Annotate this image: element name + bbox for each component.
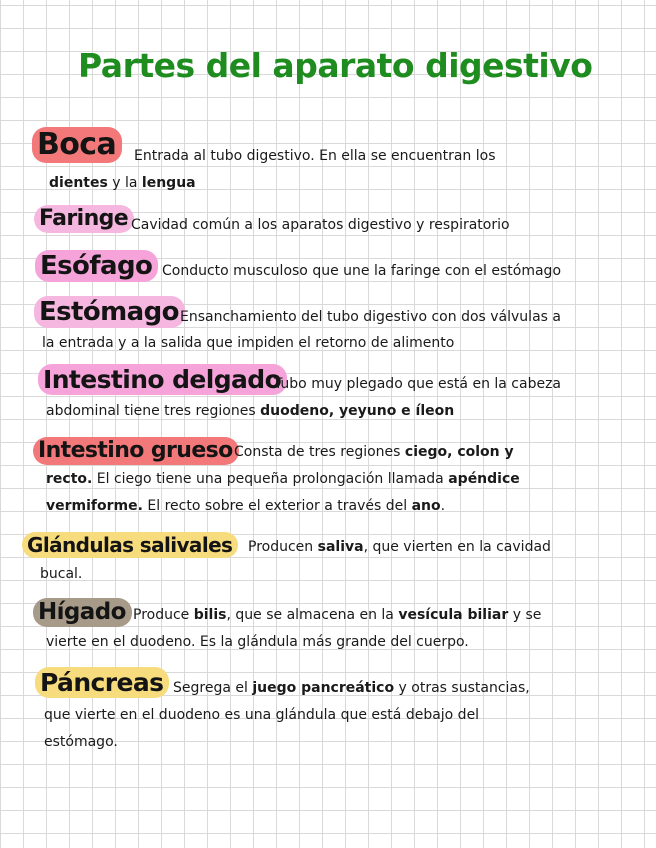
keyword: vesícula biliar [398, 607, 509, 623]
description-text: Produce [133, 607, 194, 623]
description-text: que vierte en el duodeno es una glándula que está debajo del [44, 707, 480, 723]
description-text: y la [107, 175, 142, 191]
organ-heading-intestino-grueso: Intestino grueso [33, 437, 239, 465]
description-pancreas-line1 [173, 675, 530, 702]
description-faringe-line1 [131, 212, 510, 239]
description-text: Conducto musculoso que une la faringe con el estómago [162, 263, 562, 279]
keyword: ano [411, 498, 441, 514]
keyword: lengua [141, 175, 196, 191]
description-glandulas-salivales-line2 [40, 561, 82, 588]
description-text: y se [508, 607, 542, 623]
organ-heading-estomago: Estómago [34, 296, 185, 328]
organ-heading-esofago: Esófago [35, 250, 158, 282]
description-text: Producen [248, 539, 318, 555]
description-esofago-line1 [162, 258, 561, 285]
description-estomago-line2 [42, 330, 454, 357]
description-text: Cavidad común a los aparatos digestivo y respiratorio [131, 217, 510, 233]
description-text: la entrada y a la salida que impiden el retorno de alimento [42, 335, 455, 351]
description-text: Consta de tres regiones [234, 444, 405, 460]
organ-heading-higado: Hígado [33, 598, 132, 627]
keyword: apéndice [448, 471, 520, 487]
description-text: , que vierten en la cavidad [363, 539, 551, 555]
description-text: vierte en el duodeno. Es la glándula más grande del cuerpo. [46, 634, 469, 650]
organ-heading-intestino-delgado: Intestino delgado [38, 364, 287, 395]
organ-heading-pancreas: Páncreas [35, 667, 169, 698]
description-glandulas-salivales-line1 [248, 534, 551, 561]
organ-heading-boca: Boca [32, 127, 122, 163]
description-boca-line1 [134, 143, 495, 170]
description-intestino-grueso-line1 [234, 439, 514, 466]
keyword: juego pancreático [252, 680, 395, 696]
organ-heading-faringe: Faringe [34, 205, 134, 233]
keyword: duodeno, yeyuno e íleon [260, 403, 455, 419]
description-intestino-grueso-line3 [46, 493, 445, 520]
description-text: El recto sobre el exterior a través del [142, 498, 412, 514]
description-text: y otras sustancias, [394, 680, 530, 696]
description-pancreas-line2 [44, 702, 479, 729]
description-intestino-delgado-line2 [46, 398, 454, 425]
description-pancreas-line3 [44, 729, 118, 756]
description-intestino-grueso-line2 [46, 466, 520, 493]
description-text: , que se almacena en la [226, 607, 399, 623]
keyword: dientes [49, 175, 108, 191]
keyword: vermiforme. [46, 498, 143, 514]
description-text: bucal. [40, 566, 83, 582]
keyword: recto. [46, 471, 93, 487]
keyword: ciego, colon y [404, 444, 514, 460]
description-text: Segrega el [173, 680, 253, 696]
description-intestino-delgado-line1 [274, 371, 561, 398]
description-text: abdominal tiene tres regiones [46, 403, 261, 419]
keyword: bilis [193, 607, 227, 623]
description-text: estómago. [44, 734, 118, 750]
description-text: . [440, 498, 446, 514]
description-higado-line2 [46, 629, 469, 656]
description-text: El ciego tiene una pequeña prolongación llamada [92, 471, 449, 487]
page-title: Partes del aparato digestivo [78, 46, 593, 85]
description-higado-line1 [133, 602, 541, 629]
description-text: Tubo muy plegado que está en la cabeza [274, 376, 562, 392]
organ-heading-glandulas-salivales: Glándulas salivales [22, 532, 238, 558]
keyword: saliva [317, 539, 364, 555]
description-text: Entrada al tubo digestivo. En ella se encuentran los [134, 148, 496, 164]
description-estomago-line1 [180, 304, 561, 331]
description-text: Ensanchamiento del tubo digestivo con dos válvulas a [180, 309, 561, 325]
description-boca-line2 [49, 170, 196, 197]
